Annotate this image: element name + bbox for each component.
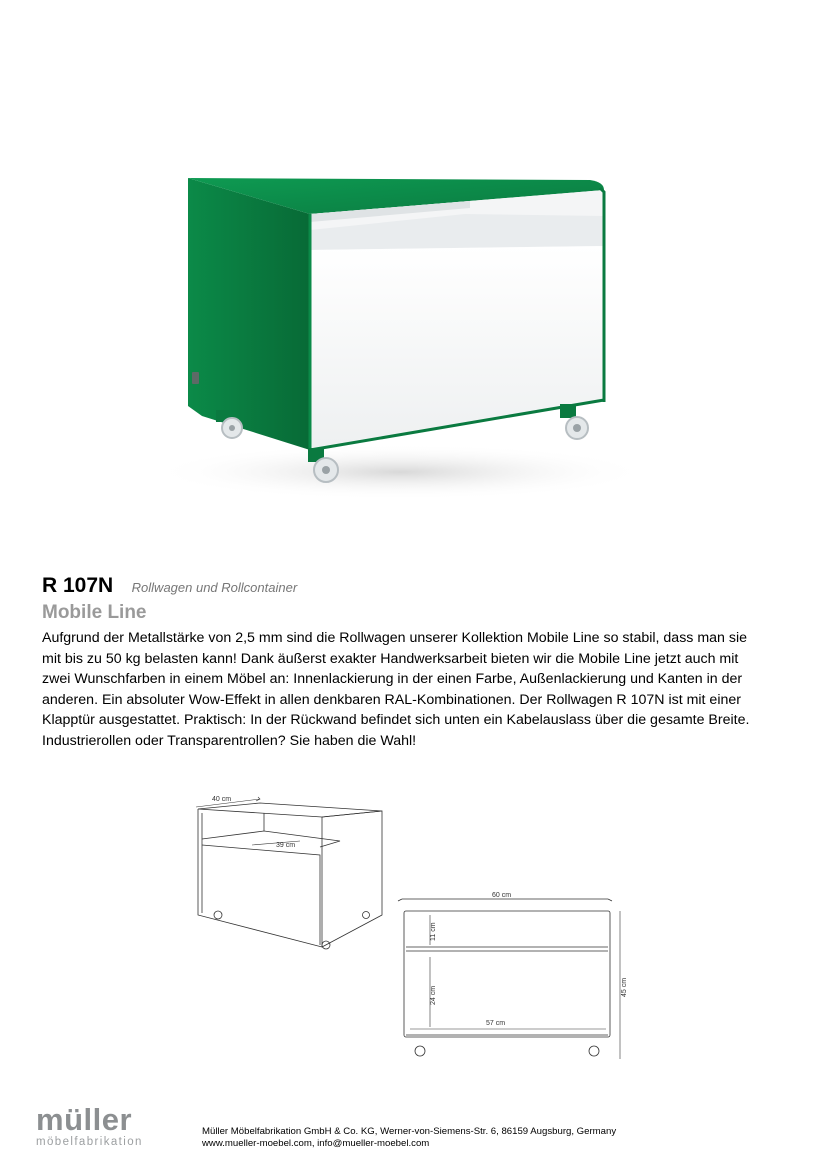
footer-address: Müller Möbelfabrikation GmbH & Co. KG, Werner-von-Siemens-Str. 6, 86159 Augsburg, Germany bbox=[202, 1126, 617, 1137]
description-line: mit bis zu 50 kg belasten kann! Dank äußerst exakter Handwerksarbeit bieten wir die Mobile Line jetzt auch mit bbox=[42, 650, 739, 667]
perspective-view bbox=[196, 796, 382, 949]
dimension-inner-depth: 39 cm bbox=[276, 842, 296, 849]
caster-front-right bbox=[560, 404, 588, 439]
dimension-door-height: 24 cm bbox=[430, 985, 437, 1005]
product-description bbox=[42, 628, 762, 752]
product-title-row bbox=[42, 574, 297, 598]
dimension-total-height: 45 cm bbox=[621, 977, 628, 997]
description-line: Industrierollen oder Transparentrollen? Sie haben die Wahl! bbox=[42, 732, 417, 749]
footer bbox=[202, 1126, 616, 1150]
product-line: Mobile Line bbox=[42, 602, 147, 623]
logo-wordmark: müller bbox=[36, 1102, 133, 1137]
product-category: Rollwagen und Rollcontainer bbox=[131, 580, 298, 595]
dimension-width: 60 cm bbox=[492, 892, 512, 899]
technical-drawing bbox=[180, 785, 660, 1070]
product-model: R 107N bbox=[42, 574, 114, 597]
dimension-shelf-height: 11 cm bbox=[430, 922, 437, 941]
product-photo bbox=[120, 110, 680, 560]
front-view bbox=[398, 892, 628, 1059]
description-line: Klapptür ausgestattet. Praktisch: In der Rückwand befindet sich unten ein Kabelauslass über die gesamte Breite. bbox=[42, 712, 750, 729]
company-logo bbox=[36, 1102, 156, 1148]
footer-contact: www.mueller-moebel.com, info@mueller-moebel.com bbox=[202, 1138, 430, 1149]
dimension-depth: 40 cm bbox=[212, 796, 232, 803]
dimension-inner-width: 57 cm bbox=[486, 1020, 506, 1027]
description-line: anderen. Ein absoluter Wow-Effekt in allen denkbaren RAL-Kombinationen. Der Rollwagen R 107N ist mit einer bbox=[42, 691, 741, 708]
description-line: Aufgrund der Metallstärke von 2,5 mm sind die Rollwagen unserer Kollektion Mobile Line so stabil, dass man sie bbox=[42, 630, 748, 646]
description-line: zwei Wunschfarben in einem Möbel an: Innenlackierung in der einen Farbe, Außenlackierung und Kanten in der bbox=[42, 671, 743, 688]
logo-tagline: möbelfabrikation bbox=[36, 1136, 143, 1148]
